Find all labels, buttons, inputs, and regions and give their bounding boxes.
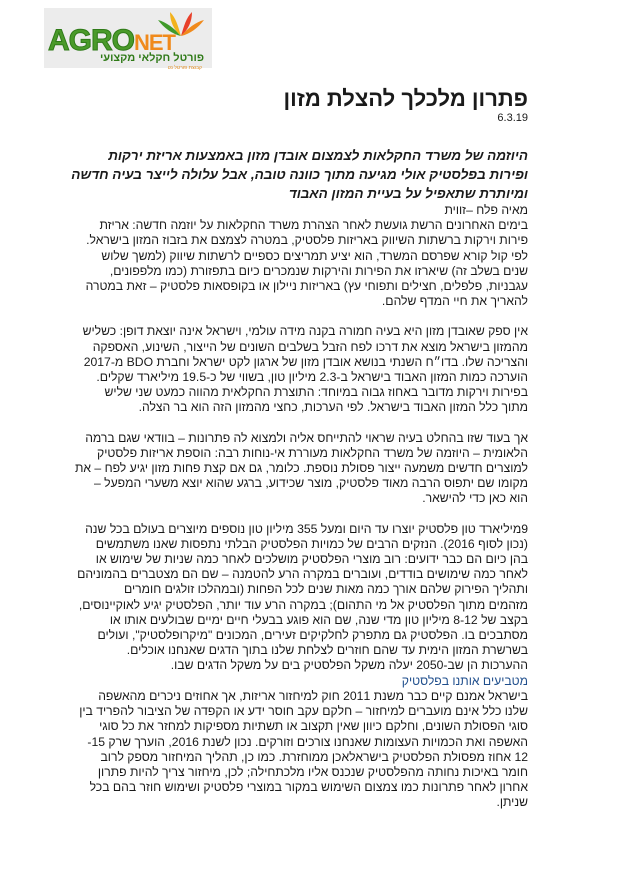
lead-line: היוזמה של משרד החקלאות לצמצום אובדן מזון באמצעות אריזת ירקות (108, 148, 528, 163)
text-line: מקומו שם יתפוס הרבה מאוד פלסטיק, מוצר שכידוע, ברגע שהוא יוצא משערי המפעל – (93, 476, 528, 491)
text-line: 9מיליארד טון פלסטיק יוצרו עד היום ומעל 355 מיליון טון נוספים מיוצרים בעולם בכל שנה (85, 521, 528, 536)
text-line: (נכון לסוף 2016). הנזקים הרבים של כמויות הפלסטיק הבלתי נתפסות שאנו משתמשים (95, 536, 528, 551)
text-line: בימים האחרונים הרשת גועשת לאחר הצהרת משרד החקלאות על יוזמה חדשה: אריזת (99, 218, 528, 233)
text-line: בישראל אמנם קיים כבר משנת 2011 חוק למיחזור אריזות, אך אחוזים ניכרים מהאשפה (98, 688, 528, 703)
text-line: פירות וירקות ברשתות השיווק באריזות פלסטיק, במטרה לצמצם את בזבוז המזון בישראל. (86, 233, 528, 248)
text-line: ותהליך הפירוק שלהם אורך כמה מאות שנים לכל הפחות (ובמהלכו זולגים חומרים (123, 582, 528, 597)
text-line: שניתן. (496, 795, 528, 810)
paragraph-3 (74, 430, 528, 507)
text-line: חומר באיכות נחותה מהפלסטיק שנכנס אליו מלכתחילה; לכן, מיחזור צריך להיות פתרון (97, 764, 528, 779)
text-line: 12 אחוז מפסולת הפלסטיק בישראלאכן ממוחזרת. כמו כן, תהליך המיחזור מספק לרוב (100, 749, 528, 764)
paragraph-1 (85, 218, 528, 309)
text-line: סוגי הפסולת השונים, וחלקם כיוון שאין תקצוב או תשתיות מספיקות למחזר את כל סוגי (99, 719, 528, 734)
logo-tagline: פורטל חקלאי מקצועי (99, 52, 204, 64)
article-body (74, 203, 528, 811)
text-line: בהן כיום הם כבר ידועים: רוב מוצרי הפלסטיק מושלכים לאחר כמה שניות של שימוש או (95, 552, 528, 567)
text-line: להאריך את חיי המדף שלהם. (381, 294, 528, 309)
byline: מאיה פלח –זווית (444, 203, 528, 217)
text-line: הלאומית – היוזמה של משרד החקלאות מעוררת אי-נוחות רבה: הוספת אריזות פלסטיק (97, 445, 528, 460)
text-line: ההערכות הן שב-2050 יעלה משקל הפלסטיק בים על משקל הדגים שבו. (170, 658, 528, 673)
agronet-logo[interactable] (44, 8, 212, 71)
text-line: שנים בשלב זה) שיארזו את הפירות והירקות שנמכרים כיום בתפזורת (כמו מלפפונים, (109, 263, 528, 278)
section-subheading: מטביעים אותנו בפלסטיק (401, 673, 528, 688)
text-line: מסתבכים בו. הפלסטיק גם מתפרק לחלקיקים זעירים, המכונים "מיקרופלסטיק", ועולים (97, 628, 528, 643)
text-line: לאחר כמה שימושים בודדים, ועוברים במקרה הרע להטמנה – שם הם מצטברים בהמוניהם (77, 567, 528, 582)
text-line: בפירות וירקות מדובר באחוז גבוה במיוחד: התוצרת החקלאית מהווה כמעט שני שליש (104, 385, 528, 400)
text-line: לפי קול קורא שפרסם המשרד, הוא יציע תמריצים כספיים לרשתות שיווק (למשך שלוש (101, 248, 528, 263)
paragraph-gap (100, 416, 528, 431)
text-line: הוערכה כמות המזון האבוד בישראל ב-2.3 מיליון טון, בשווי של כ-19.5 מיליארד שקלים. (96, 370, 528, 385)
text-line: אך בעוד שזו בהחלט בעיה שראוי להתייחס אליה ולמצוא לה פתרונות – בוודאי שגם ברמה (85, 430, 528, 445)
article-lead (71, 146, 528, 203)
text-line: עגבניות, פלפלים, חצילים ותפוחי עץ) באריזות ניילון או בקופסאות פלסטיק – זאת במטרה (85, 279, 528, 294)
text-line: הוא כאן כדי להישאר. (422, 491, 528, 506)
lead-line: ומיותרת שתאפיל על בעיית המזון האבוד (288, 186, 528, 201)
article-date: 6.3.19 (497, 112, 528, 124)
text-line: מזהמים מתוך הפלסטיק אל מי התהום); במקרה הרע עוד יותר, הפלסטיק יגיע לאוקיינוסים, (78, 597, 528, 612)
logo-net: NET (134, 30, 175, 55)
paragraph-gap (100, 309, 528, 324)
text-line: מהמזון בישראל מוצא את דרכו לפח הזבל בשלבים השונים של הייצור, השינוע, האספקה (92, 339, 528, 354)
text-line: אחרון לאחר פתרונות כמו צמצום השימוש במקור במוצרי פלסטיק ושימוש חוזר בהם בכל (89, 780, 528, 795)
text-line: בקצב של 8-12 מיליון טון מדי שנה, שם הוא פוגע בבעלי חיים ימיים שבולעים אותו או (109, 612, 528, 627)
text-line: למוצרים חדשים משמעה ייצור פסולת נוספת. כלומר, גם אם קצת פחות מזון יגיע לפח – את (74, 461, 528, 476)
text-line: האשפה ואת הכמויות העצומות שאנחנו צורכים וזורקים. נכון לשנת 2016, הוערך שרק 15- (87, 734, 528, 749)
text-line: בשרשרת המזון הימית עד שהם חוזרים לצלחת שלנו בתוך הדגים שאנחנו אוכלים. (126, 643, 528, 658)
text-line: שלנו כלל אינם מועברים למיחזור – חלקם עקב חוסר ידע או הקפדה של הציבור להפריד בין (79, 704, 528, 719)
text-line: והצריכה שלו. בדו״ח השנתי בנושא אובדן מזון של ארגון לקט ישראל וחברת BDO מ-2017 (83, 354, 528, 369)
text-line: מתוך כלל המזון האבוד בישראל. לפי הערכות, כחצי מהמזון הזה הוא בר הצלה. (138, 400, 528, 415)
paragraph-4 (77, 521, 528, 674)
article-title: פתרון מלכלך להצלת מזון (283, 86, 528, 111)
paragraph-5 (79, 688, 528, 811)
logo-subline: קבוצת פורטל נט (167, 65, 202, 71)
lead-line: ופירות בפלסטיק אולי מגיעה מתוך כוונה טובה, אבל עלולה לייצר בעיה חדשה (71, 167, 528, 182)
paragraph-2 (82, 324, 528, 415)
logo-agro: AGRO (48, 24, 134, 57)
paragraph-gap (100, 507, 528, 522)
text-line: אין ספק שאובדן מזון היא בעיה חמורה בקנה מידה עולמי, וישראל אינה יוצאת דופן: כשליש (82, 324, 528, 339)
